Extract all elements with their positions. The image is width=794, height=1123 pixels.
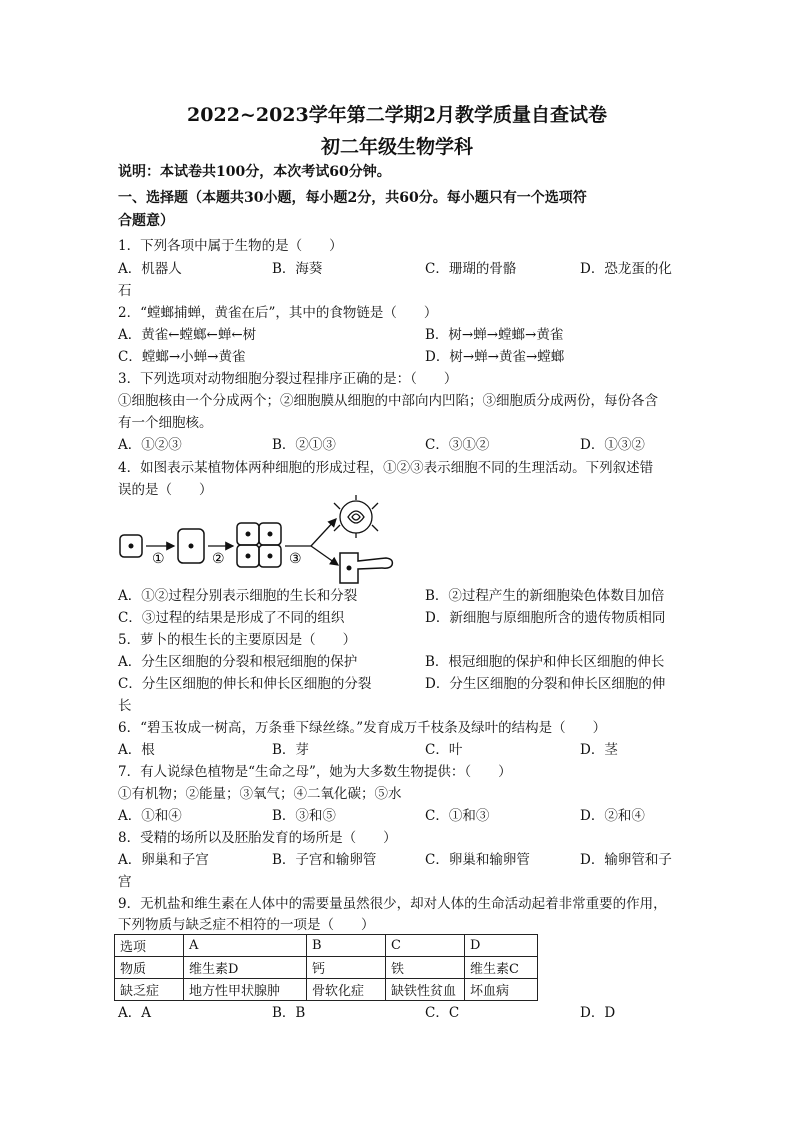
table-cell: 坏血病 [465,979,538,1001]
option-c: C．C [425,1005,460,1021]
question-stem-line: 误的是（ ） [118,482,213,498]
option-c: C．卵巢和输卵管 [425,852,530,868]
option-a: A．机器人 [118,261,182,277]
step-label-1: ① [152,551,165,567]
table-cell: 铁 [386,957,465,979]
option-a: A．黄雀←螳螂←蝉←树 [118,327,257,343]
option-a: A．卵巢和子宫 [118,852,209,868]
option-a: A．①②③ [118,437,182,453]
table-row [115,935,538,957]
question-stem: 7．有人说绿色植物是“生命之母”，她为大多数生物提供：（ ） [118,764,512,780]
cell-division-figure [118,495,418,587]
table-cell: 钙 [307,957,386,979]
nucleus-icon [129,544,134,549]
step-label-3: ③ [289,551,302,567]
arrow-icon [311,519,336,546]
section-heading-cont: 合题意） [118,213,174,229]
deficiency-table [114,934,538,1001]
option-d: D．②和④ [580,808,645,824]
question-stem-line: ①有机物；②能量；③氧气；④二氧化碳；⑤水 [118,786,402,802]
question-stem-line: 有一个细胞核。 [118,415,213,431]
option-c: C．③过程的结果是形成了不同的组织 [118,610,345,626]
page-title: 2022~2023学年第二学期2月教学质量自查试卷 [187,104,607,126]
table-cell: 缺铁性贫血 [386,979,465,1001]
option-c: C．分生区细胞的伸长和伸长区细胞的分裂 [118,676,372,692]
question-stem: 1．下列各项中属于生物的是（ ） [118,238,343,254]
table-row [115,979,538,1001]
option-a: A．A [118,1005,151,1021]
option-c: C．珊瑚的骨骼 [425,261,517,277]
option-c: C．螳螂→小蝉→黄雀 [118,349,246,365]
exam-note: 说明：本试卷共100分，本次考试60分钟。 [118,164,391,180]
option-a: A．根 [118,742,155,758]
option-a: A．分生区细胞的分裂和根冠细胞的保护 [118,654,358,670]
question-stem: 6．“碧玉妆成一树高，万条垂下绿丝绦。”发育成万千枝条及绿叶的结构是（ ） [118,720,607,736]
option-b: B．根冠细胞的保护和伸长区细胞的伸长 [425,654,665,670]
table-cell: 骨软化症 [307,979,386,1001]
option-b: B．②①③ [272,437,336,453]
question-stem-line: 下列物质与缺乏症不相符的一项是（ ） [118,917,375,933]
question-stem: 4．如图表示某植物体两种细胞的形成过程，①②③表示细胞不同的生理活动。下列叙述错 [118,460,654,476]
nucleus-icon [189,544,194,549]
option-wrap: 宫 [118,874,132,890]
divided-cells-icon [237,523,281,567]
table-cell: 维生素C [465,957,538,979]
table-cell: C [386,935,465,957]
section-heading: 一、选择题（本题共30小题，每小题2分，共60分。每小题只有一个选项符 [118,190,587,206]
question-stem: 3．下列选项对动物细胞分裂过程排序正确的是：（ ） [118,371,458,387]
option-b: B．②过程产生的新细胞染色体数目加倍 [425,588,665,604]
option-b: B．子宫和输卵管 [272,852,377,868]
option-b: B．树→蝉→螳螂→黄雀 [425,327,564,343]
option-d: D．新细胞与原细胞所含的遗传物质相同 [425,610,666,626]
arrow-icon [311,546,338,565]
table-cell: 地方性甲状腺肿 [184,979,307,1001]
option-c: C．①和③ [425,808,490,824]
option-c: C．③①② [425,437,490,453]
table-cell: 选项 [115,935,184,957]
option-b: B．B [272,1005,306,1021]
question-stem: 2．“螳螂捕蝉，黄雀在后”，其中的食物链是（ ） [118,305,438,321]
question-stem-line: ①细胞核由一个分成两个；②细胞膜从细胞的中部向内凹陷；③细胞质分成两份，每份各含 [118,393,658,409]
option-d: D．茎 [580,742,618,758]
option-b: B．海葵 [272,261,323,277]
option-d: D．①③② [580,437,645,453]
option-d: D．树→蝉→黄雀→螳螂 [425,349,565,365]
table-cell: A [184,935,307,957]
option-wrap: 石 [118,283,132,299]
table-cell: 缺乏症 [115,979,184,1001]
question-stem: 5．萝卜的根生长的主要原因是（ ） [118,632,357,648]
option-d: D．分生区细胞的分裂和伸长区细胞的伸 [425,676,666,692]
table-cell: B [307,935,386,957]
option-wrap: 长 [118,698,132,714]
table-cell: 物质 [115,957,184,979]
option-d: D．恐龙蛋的化 [580,261,672,277]
question-stem: 9．无机盐和维生素在人体中的需要量虽然很少，却对人体的生命活动起着非常重要的作用， [118,896,667,912]
option-a: A．①②过程分别表示细胞的生长和分裂 [118,588,358,604]
table-row [115,957,538,979]
option-c: C．叶 [425,742,463,758]
stoma-cell-icon [334,495,378,538]
page-subtitle: 初二年级生物学科 [320,136,473,158]
option-d: D．D [580,1005,616,1021]
option-d: D．输卵管和子 [580,852,672,868]
question-stem: 8．受精的场所以及胚胎发育的场所是（ ） [118,830,397,846]
table-cell: 维生素D [184,957,307,979]
table-cell: D [465,935,538,957]
option-b: B．芽 [272,742,309,758]
option-b: B．③和⑤ [272,808,336,824]
step-label-2: ② [212,551,225,567]
option-a: A．①和④ [118,808,182,824]
